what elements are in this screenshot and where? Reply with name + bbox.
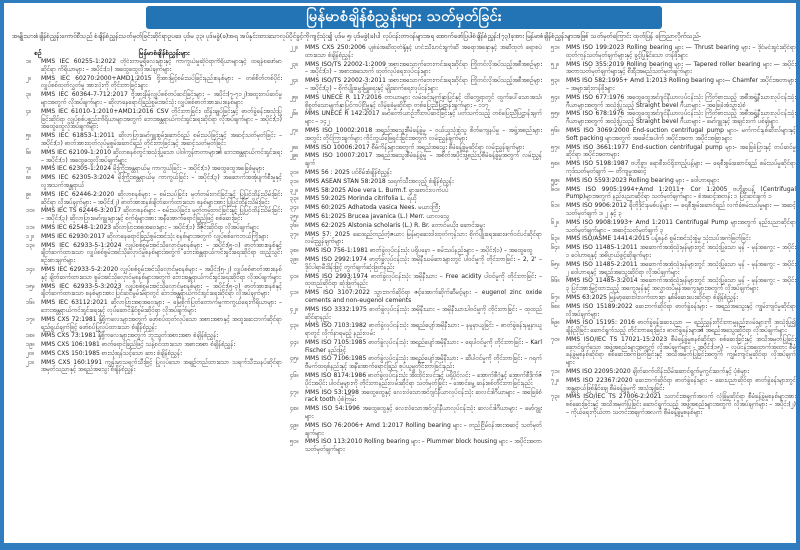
item-text: MMS ISO 54:1996 အထွေထွေနှင့် လေးလံသောအင်ဂျင်နီယာလုပ်ငန်းသုံး ဆလင်ဒါဂီယာများ – မော်ဂျူးများ [305, 405, 542, 421]
item-number: ၅၈။ [551, 160, 560, 168]
standard-item [26, 132, 282, 148]
item-text: MMS IEC 62305-3:2024 မိုးကြိုးအန္တရာယ်မှ ကာကွယ်ခြင်း – အပိုင်း(၃) အဆောက်အအုံပျက်စီးမှုနှင့် လူအသက်အန္တရာယ် [41, 174, 282, 189]
standard-item [290, 339, 542, 355]
standard-item [551, 144, 796, 160]
standard-item [551, 186, 796, 202]
item-text: MMS ISO 7105:1985 ဓာတ်ခွဲလုပ်ငန်းသုံး အရည်ပျော်အမိုနီးယား – ရေပါဝင်မှုကို တိုင်းတာခြင်း – Karl Fischer နည်းဖြင့် [305, 338, 542, 354]
item-text: MMS ISO 3069:2000 End-suction centrifugal pump များ– မက်ကင်းနစ်ဆီးလ်များနှင့် Soft packing များအတွက် အခေါင်းပေါက် အပိုင်းအတာ အပိုင်းအခြားများ [566, 126, 796, 142]
standard-item [290, 322, 542, 338]
item-number: ၄၈။ [290, 405, 299, 413]
item-number: ၇၃။ [551, 393, 560, 401]
item-text: MMS ISO 5593:2023 Rolling bearing များ – ဝေါဟာရများ [566, 176, 719, 184]
column-header-serial: စဉ် [34, 49, 42, 57]
standard-item [26, 108, 282, 131]
item-number: ၇။ [26, 165, 32, 173]
item-number: ၂၆။ [290, 110, 299, 118]
item-text: MMS CXS 73:1981 နို့စို့ကလေးများအတွက် ဘူးသွတ်အစားအစာ စံချိန်စံညွှန်း [41, 332, 218, 340]
page-title: မြန်မာစံချိန်စံညွှန်းများ သတ်မှတ်ခြင်း [146, 6, 662, 29]
item-text: MMS IEC 62933-5-2:2020 လျှပ်စစ်စွမ်းအင်သိုလှောင်မှုစနစ်များ – အပိုင်း(၅-၂) လျှပ်စစ်ဓာတ်အားစနစ်နှင့် ချိတ်ဆက်ထားသော စွမ်းအင်သိုလှောင်မှုစနစ်များအတွက် ဘေးအန္တရာယ်ကင်းရှင်းရေးဆိုင်ရာ လိုအပ်ချက်များ [41, 265, 282, 281]
item-text: MMS IEC 62548-1:2023 ဆိုလာပြားအစုအဝေးများ – အပိုင်း(၁) ဒီဇိုင်းဆိုင်ရာ လိုအပ်ချက်များ [41, 223, 259, 231]
item-text: MMS 58:2025 Aloe vera L. Burm.f. ရှားစောင်းလက်ပပ် [305, 186, 449, 194]
item-text: MMS CXS 250:2006 ပျစ်ခဲအဆီထုတ်နို့နှင့် ဟင်းသီးဟင်းရွက်ဆီ အရောအနှောနှင့် အဆီထုတ် ရောစပ်ထားသော စံချိန်စံညွှန်း [305, 44, 542, 59]
standard-item [26, 233, 282, 241]
standard-item [551, 110, 796, 126]
item-number: ၆၁။ [551, 202, 560, 210]
item-text: MMS IEC 62930:2017 ဆိုလာနေရောင်ခြည်စွမ်းအင်သုံး စနစ်များအတွက် လျှပ်စစ်ကေဘယ်ကြိုးများ [41, 232, 269, 240]
standard-item [26, 350, 282, 358]
item-text: MMS ISO 7103:1982 ဓာတ်ခွဲလုပ်ငန်းသုံး အရည်ပျော်အမိုနီးယား – နမူနာယူခြင်း – ဓာတ်ခွဲခန်းနမူနာယူရာတွင် လိုက်နာရမည့် နည်းလမ်း [305, 322, 542, 338]
item-text: MMS CXS 160:1991 ကျွန်းမာသရက်သီးဖြင့် ပြုလုပ်သော အချဉ်တည်ထားသော သရက်သီးသနပ်ဆိုင်ရာ အမှတ်သညာနှင့် အရည်အသွေး စံချိန်စံညွှန်း [41, 358, 282, 374]
item-number: ၄၆။ [290, 372, 299, 380]
standard-item [290, 405, 542, 421]
item-text: MMS ISO 15195: 2016 ဓာတ်ခွဲခန်းဆေးပညာ — ရည်ညွှန်းတိုင်းတာမှုနည်းလမ်းများကို အသုံးပြု၍ ချိန်ညှိခြင်း ဆောင်ရွက်သည့် တိုင်းတာရေးခြင်း၊ ဓာတ်ခွဲခန်းများ၏ အရည်အသွေးဆိုင်ရာ လိုအပ်ချက်များ [566, 319, 796, 335]
standard-item [26, 283, 282, 299]
item-number: ၆၇။ [551, 293, 560, 301]
item-text: MMS ISO 678:1976 အထွေထွေအင်ဂျင်နီယာလုပ်ငန်းသုံး ကြိတ်စားသည့် အစီအရွဲ့နီးယားလုပ်ငန်းသုံးဂီယာများအတွက် အသုံးပြုသည့် Straight bevel ဂီယာများ – မော်ဂျူးနှင့် အချင်းဝက် ပစ်ချ်များ [566, 110, 796, 126]
item-number: ၄၃။ [290, 322, 299, 330]
standard-item [26, 299, 282, 315]
item-text: MMS 61:2025 Brucea javanica (L.) Merr. ယာလသွေ [305, 212, 450, 220]
standard-item [290, 144, 542, 152]
item-text: MMS CXS 150:1985 စားသုံးရန်သင့်သော ဆား စံချိန်စံညွှန်း [41, 349, 182, 357]
standard-item [26, 316, 282, 332]
item-number: ၉။ [26, 190, 32, 198]
item-text: MMS ISO 3107:2022 သွားဘက်ဆိုင်ရာ ဇင့်အောက်ဆိုက်ဆီမင့်များ – eugenol zinc oxide cements and non-eugenol cements [305, 289, 542, 304]
item-number: ၅၄။ [551, 93, 560, 101]
item-text: MMS ISO 2992:1974 ဓာတ်ခွဲလုပ်ငန်းသုံး အမိုနီးယမ်ဆားများတွင် ပါဝင်မှုကို တိုင်းတာခြင်း – 2, 2' – ဒိုင်ပါရာမီးဒိန်းဖြင့် တွက်ချက်ဆုံးဖြတ်နည်း [305, 255, 542, 271]
standard-item [26, 58, 282, 74]
standard-item [290, 195, 542, 203]
standard-item [26, 266, 282, 282]
item-text: MMS ISO 53:1998 အထွေထွေနှင့် လေးလံသောအင်ဂျင်နီယာလုပ်ငန်းသုံး ဆလင်ဒါဂီယာများ – အခြေခံစံ rack tooth ပုံစံကြမ်း [305, 388, 542, 404]
item-text: MMS ISO 11485-2:2011 အဆောက်အအုံသုံးမှန်များတွင် အသုံးပြုသော မှန် - မှန်အကွေး – အပိုင်း ၂ ဝေါဟာရနှင့် အရည်အသွေးဆိုင်ရာ လိုအပ်ချက်များ [566, 260, 796, 276]
item-number: ၃၀။ [290, 168, 299, 176]
item-text: MMS 56 : 2025 ပင်စိမ်းစံချိန်စံညွှန်း [305, 168, 392, 176]
item-text: MMS ISO 8174:1986 ဓာတ်ခွဲလုပ်ငန်းသုံး အီးထိုင်းလင်းနှင့် ပရိုပိုင်လင်း – အောက်စီဂုံနှင့် အောက်စီဒိုက်ဇ်ပိုင်းအပိုင်း ပါဝင်မှုများကို တိုင်းတာနည်းလမ်းဆိုင်ရာ သတ်မှတ်ခြင်း – အောင်မွေ့ ဆန်းစစ်တိုင်းတာခြင်းနည်း [305, 372, 542, 387]
standard-item [290, 204, 542, 212]
item-number: ၁၆။ [26, 299, 35, 307]
standard-item [290, 306, 542, 322]
item-text: MMS ISO/IEC TS 17021-15:2023 စီမံခန့်ခွဲမှုစနစ်ဆိုင်ရာ စစ်ဆေးခြင်းနှင့် အသိအမှတ်ပြုခြင်း ဆောင်ရွက်သော အဖွဲ့အစည်းများအတွက် လိုအပ်ချက်များ - အပိုင်း(၁၅) – လုပ်ငန်းအထောက်အထား စီမံခန့်ခွဲမှုစနစ်ဆိုင်ရာ စစ်ဆေးအကဲဖြတ်ခြင်းနှင့် အသိအမှတ်ပြုခြင်းအတွက် ကျွမ်းကျင်မှုဆိုင်ရာ လိုအပ်ချက်များ [566, 335, 796, 367]
item-number: ၁၈။ [26, 332, 35, 340]
item-text: MMS 60:2025 Adhatoda vasica Nees. မယားကြီး [305, 204, 440, 212]
item-number: ၂၃။ [290, 60, 299, 68]
item-text: MMS ISO 582:1995+ Amd 1:2013 Rolling bearing များ— Chamfer အပိုင်းအတာများ – အများဆုံးတန်ဖိုးများ [566, 77, 796, 92]
item-number: ၁၇။ [26, 315, 35, 323]
item-number: ၂၅။ [290, 93, 299, 101]
standard-item [290, 273, 542, 289]
standard-item [551, 219, 796, 235]
item-text: MMS ISO 3332:1975 ဓာတ်ခွဲလုပ်ငန်းသုံး အမိုနီးယား – အမိုနီးယားပါဝင်မှုကို တိုင်းတာခြင်း – ထုထည်ဆိုင်ရာနည်း [305, 305, 542, 321]
standard-item [290, 372, 542, 388]
standard-item [290, 222, 542, 230]
standard-item [551, 77, 796, 93]
item-text: MMS ISO 10002:2018 အရည်အသွေးစီမံခန့်ခွဲမှု – ဝယ်ယူသုံးစွဲသူ စိတ်ကျေနပ်မှု – အဖွဲ့အစည်းများအတွင်း တိုင်ကြားချက်များ ကိုင်တွယ်ဖြေရှင်းခြင်းအတွက် လမ်းညွှန်ချက်များ [305, 126, 542, 142]
item-number: ၃၃။ [290, 195, 299, 203]
item-text: MMS 57: 2025 ဆေးရည်တည်တံ့ဇယား မြန်မာ့ဆေးဝါးထုတ်ကုန်သား စိုက်ပျိုးရေးဆေးဖက်ဝင်ပင်ဆိုင်ရာ လမ်းညွှန်ချက်များ [305, 230, 542, 246]
item-number: ၂၉။ [290, 152, 299, 160]
item-text: MMS ISO 9906:2012 ရိုတိုဒိုင်းနမစ်ပန့်များ — ရေစီးစွမ်းဆောင်ရည် လက်ခံစမ်းသပ်မှုများ — အဆင့်သတ်မှတ်ချက် ၁၊ ၂ နှင့် ၃ [566, 202, 796, 217]
item-text: MMS ISO 22367:2020 ဆေးဘက်ဆိုင်ရာ ဓာတ်ခွဲခန်းများ – ဆေးပညာဆိုင်ရာ ဓာတ်ခွဲခန်းများတွင် အန္တရာယ်ဖြစ်နိုင်ချေ စီမံခန့်ခွဲမှုကို အသုံးချခြင်း [566, 376, 796, 392]
item-number: ၄၉။ [290, 421, 299, 429]
item-number: ၁၃။ [26, 241, 35, 249]
item-number: ၁၁။ [26, 223, 35, 231]
standard-item [26, 165, 282, 173]
item-number: ၈။ [26, 174, 32, 182]
standard-item [26, 91, 282, 107]
standard-item [26, 359, 282, 375]
item-text: MMS ISO 5198:1987 ဗဟိုခွာ၊ ရောစီးဝင်ရိုးတည့်ပန့်များ — ရေစီးစွမ်းဆောင်ရည် စမ်းသပ်မှုဆိုင်ရာ ကုဒ်သတ်မှတ်ချက် — တိကျမှုအဆင့် [566, 160, 796, 175]
standard-item [551, 160, 796, 176]
item-number: ၃၅။ [290, 212, 299, 220]
standards-column-2 [290, 44, 542, 541]
intro-paragraph: အမျိုးသားစံချိန်စံညွှန်းကောင်စီသည် စံချိန်စံညွှန်းသတ်မှတ်ခြင်းဆိုင်ရာဥပဒေ ပုဒ်မ ၃၃၊ ပုဒ်မခွဲ(ခ)အရ အပ်နှင်းထားသောလုပ်ပိုင်ခွင့်ကိုကျင့်သုံး၍ ပုဒ်မ ၅၊ ပုဒ်မခွဲ(ခ)ပါ လုပ်ငန်းတာဝန်များအရ အောက်ဖော်ပြပါစံချိန်စံညွှန်း(၇၃)ခုအား မြန်မာစံချိန်စံညွှန်းများအဖြစ် သတ်မှတ်ကြောင်း ထုတ်ပြန် ကြေညာလိုက်သည်- [12, 33, 702, 40]
standard-item [26, 207, 282, 223]
item-text: MMS ISO 199:2023 Rolling bearing များ — Thrust bearing များ – ဒိုင်မင်းရှင်းဆိုင်ရာ ထုတ်ကုန်သတ်မှတ်ချက်များနှင့် ခွင့်ပြုနိုင်သော တန်ဖိုးများ [566, 44, 796, 59]
item-text: MMS ISO 113:2010 Rolling bearing များ – Plummer block housing များ – အပိုင်းအတာသတ်မှတ်ချက်များ [305, 438, 542, 454]
item-text: MMS ISO 677:1976 အထွေထွေအင်ဂျင်နီယာလုပ်ငန်းသုံး ကြိတ်စားသည့် အစီအရွဲ့နီးယားလုပ်ငန်းသုံးဂီယာများအတွက် အသုံးပြုသည့် Straight bevel ဂီယာများ – အခြေခံအံသွားပုံစံ [566, 93, 796, 109]
item-number: ၁၉။ [26, 341, 35, 349]
item-text: MMS ISO 7106:1985 ဓာတ်ခွဲလုပ်ငန်းသုံး အရည်ပျော်အမိုနီးယား – ဆီပါဝင်မှုကို တိုင်းတာခြင်း – ဂရက်ဗီမက်ထရစ်နည်းနှင့် အနီအောက်ရောင်ခြည် စုပ်ယူမှုတိုင်းတာခြင်းနည်း [305, 355, 542, 371]
item-number: ၇၂။ [551, 376, 560, 384]
standard-item [290, 231, 542, 247]
item-text: MMS ISO 3661:1977 End-suction centrifugal pump များ– အခြေခံပြားနှင့် တပ်ဆင်မှုဆိုင်ရာ အပိုင်းအတာများ [566, 143, 796, 159]
item-number: ၂၇။ [290, 126, 299, 134]
item-number: ၆၆။ [551, 277, 560, 285]
item-number: ၃။ [26, 91, 32, 99]
item-text: MMS ISO 76:2006+ Amd 1:2017 Rolling bearing များ – တည်ငြိမ်ဝန်အားအဆင့် သတ်မှတ်ချက်များ [305, 421, 542, 437]
item-number: ၄။ [26, 107, 32, 115]
item-text: MMS ISO 756-1:1981 ဓာတ်ခွဲလုပ်ငန်းသုံး ပရိုပနော – စမ်းသပ်နည်းများ – အပိုင်း(၁) – အထွေထွေ [305, 247, 533, 255]
column-header-standards: မြန်မာစံချိန်စံညွှန်းများ [138, 49, 190, 57]
item-number: ၅၇။ [551, 143, 560, 151]
standard-item [551, 336, 796, 367]
item-number: ၄၁။ [290, 289, 299, 297]
standard-item [551, 244, 796, 260]
item-number: ၃၈။ [290, 247, 299, 255]
item-text: MMS ISO 10006:2017 စီမံကိန်းများအတွက် အရည်အသွေး စီမံခန့်ခွဲမှုဆိုင်ရာ လမ်းညွှန်ချက်များ [305, 143, 524, 151]
standard-item [290, 289, 542, 305]
item-text: MMS CXS 72:1981 နို့စို့ကလေးများအတွက် ဖော်စပ်ထုတ်လုပ်သော အစားအစာနှင့် အထူးဆေးဘက်ဆိုင်ရာ ရည်ရွယ်ချက်ဖြင့် ဖော်စပ်ပြုလုပ်ထားသော စံချိန်စံညွှန်း [41, 315, 282, 331]
standard-item [290, 94, 542, 110]
standard-item [551, 277, 796, 293]
item-number: ၄၅။ [290, 355, 299, 363]
standards-column-3 [551, 44, 796, 541]
item-number: ၆၂။ [551, 218, 560, 226]
item-number: ၆၄။ [551, 244, 560, 252]
standard-item [290, 152, 542, 168]
standard-item [551, 127, 796, 143]
item-text: MMS IEC 62933-5-3:2023 လျှပ်စစ်စွမ်းအင်သိုလှောင်မှုစနစ်များ – အပိုင်း(၅-၃) ဓာတ်အားစနစ်နှင့်ချိတ်ဆက်ထားသော စနစ်များအား ပြင်ဆင်မွမ်းမံရာတွင် ဘေးအန္တရာယ်ကင်းရှင်းရေးဆိုင်ရာ လိုအပ်ချက်များ [41, 282, 282, 298]
item-text: MMS IEC 62933-5-1:2024 လျှပ်စစ်စွမ်းအင်သိုလှောင်မှုစနစ်များ – အပိုင်း(၅-၁) ဓာတ်အားစနစ်နှင့်ချိတ်ဆက်ထားသော လျှပ်စစ်စွမ်းအင်သိုလှောင်မှုစနစ်များအတွက် ဘေးအန္တရာယ်ကင်းရှင်းရေးဆိုင်ရာ ထည့်သွင်းစဉ်းစားချက်များ [41, 241, 282, 265]
standard-item [551, 202, 796, 218]
item-number: ၆၃။ [551, 235, 560, 243]
standard-item [290, 247, 542, 255]
item-number: ၁။ [26, 58, 32, 65]
item-text: MMS ASEAN STAN 58:2018 သရက်သီးအလှည့် စံချိန်စံညွှန်း [305, 177, 454, 185]
standard-item [290, 187, 542, 195]
item-number: ၃၄။ [290, 204, 299, 212]
standard-item [26, 149, 282, 165]
item-number: ၂၁။ [26, 358, 35, 366]
item-text: MMS ISO 22095:2020 ချိတ်ဆက်ထိန်းသိမ်းဆောင်ရွက်မှုကွင်းဆက်နှင့် ပုံစံများ [566, 368, 749, 376]
item-number: ၃၁။ [290, 177, 299, 185]
item-text: MMS ISO 9905:1994+Amd 1:2011+ Cor 1:2005 ဗဟိုခွာပန့် (Centrifugal Pump)များအတွက် နည်းပညာဆိုင်ရာ သတ်မှတ်ချက်များ – စံအဆင့်အတန်း ၁ ပြင်ဆင်ချက် ၁ [566, 185, 796, 201]
standard-item [551, 368, 796, 376]
item-number: ၂၄။ [290, 77, 299, 85]
item-number: ၁၄။ [26, 265, 35, 273]
item-text: MMS ISO 11485-3:2014 အဆောက်အအုံသုံးမှန်များတွင် အသုံးပြုသော မှန် - မှန်အကွေး – အပိုင်း ၃ ပြင်းအားမြှင့်ထားသည့် အကွေးမှန်နှင့် အလွှာထပ်မှန်အကွေးများအတွက် လိုအပ်ချက်များ [566, 277, 796, 293]
item-text: MMS ISO/IEC TS 27006-2:2021 သတင်းအချက်အလက် လုံခြုံမှုဆိုင်ရာ စီမံခန့်ခွဲမှုစနစ်များအား စစ်ဆေးခြင်းနှင့် အသိအမှတ်ပြုခြင်း ဆောင်ရွက်သည့် အဖွဲ့အစည်းများအတွက် လိုအပ်ချက်များ – အပိုင်း(၂) – ကိုယ်ရေးကိုယ်တာ သတင်းအချက်အလက် စီမံခန့်ခွဲမှုစနစ်များ [566, 393, 796, 417]
item-text: MMS 62:2025 Alstonia scholaris (L.) R. Br. တောင်မယိုး၊ ဆောင်းမွှေး [305, 221, 485, 229]
item-number: ၁၂။ [26, 232, 35, 240]
item-text: MMS ISO/ASME 14414:2015 ပန့်စနစ် စွမ်းအင်သုံးစွဲမှု သုံးသပ်အကဲဖြတ်ခြင်း [566, 235, 751, 243]
item-text: MMS ISO 2993:1974 ဓာတ်ခွဲလုပ်ငန်းသုံး အမိုနီးယား – Free acidity ပါဝင်မှုကို တိုင်းတာခြင်း – ထုထည်ဆိုင်ရာ ဆုံးဖြတ်နည်း [305, 272, 542, 288]
item-text: MMS IEC 62305-1:2024 မိုးကြိုးအန္တရာယ်မှ ကာကွယ်ခြင်း – အပိုင်း(၁) အထွေထွေအခြေခံမူများ [41, 165, 264, 173]
item-number: ၅၁။ [551, 44, 560, 51]
item-number: ၂၂။ [290, 44, 298, 51]
standard-item [551, 235, 796, 243]
standards-column-1 [26, 58, 282, 541]
standard-item [290, 213, 542, 221]
standard-item [26, 75, 282, 91]
item-number: ၁၅။ [26, 282, 35, 290]
item-text: MMS IEC 60364-7-712:2017 ဗို့အားနိမ့်လျှပ်စစ်တပ်ဆင်ခြင်းများ – အပိုင်း(၇-၇၁၂)အထူးတပ်ဆင်မှုများအတွက် လိုအပ်ချက်များ – ဆိုလာနေရောင်ခြည်စွမ်းအင်သုံး လျှပ်စစ်ဓာတ်အားပေးစနစ်များ [41, 91, 282, 106]
standard-item [551, 94, 796, 110]
item-text: MMS 63:2025 မြန်မာ့ဆေးဝါးလက်ထားရာ နှစ်မိဆေးပေးဆိုင်ရာ စံချိန်စံညွှန်း [566, 293, 738, 301]
item-text: MMS IEC 62446-2:2020 ဆိုလာစနစ်များ – စမ်းသပ်ခြင်း၊ မှတ်တမ်းတင်ခြင်းနှင့် ပြုပြင်ထိန်းသိမ်းခြင်းဆိုင်ရာ လိုအပ်ချက်များ – အပိုင်း(၂) ဓာတ်အားစနစ်ချိတ်ဆက်ထားသော စနစ်များအား ပြုပြင်ထိန်းသိမ်းခြင်း [41, 190, 282, 206]
item-text: MMS IEC TS 62446-3:2017 ဆိုလာစနစ်များ – စမ်းသပ်ခြင်း၊ မှတ်တမ်းတင်ခြင်းနှင့် ပြုပြင်ထိန်းသိမ်းခြင်း – အပိုင်း(၃) ဆိုလာပြားမော်ဂျူးများနှင့် စက်ရုံများအား အနီအောက်ရောင်ခြည်ဖြင့် စစ်ဆေးခြင်း [41, 207, 282, 223]
standard-item [551, 44, 796, 60]
item-number: ၂၀။ [26, 349, 35, 357]
item-number: ၆။ [26, 148, 32, 156]
item-number: ၄၀။ [290, 272, 299, 280]
standard-item [290, 178, 542, 186]
item-number: ၅၂။ [551, 60, 560, 68]
item-text: MMS IEC 60255-1:2022 တိုင်းတာမှုရီလေးများနှင့် ကာကွယ်မှုဆိုင်ရာကိရိယာများနှင့် ထရန်စဖော်မာဆိုင်ရာ ကိရိယာများ – အပိုင်း(၁) အထွေထွေလိုအပ်ချက်များ [41, 58, 282, 73]
standard-item [551, 294, 796, 302]
item-text: MMS ISO/TS 22002-1:2009 အစားအသောက်ဘေးကင်းရေးဆိုင်ရာ ကြိုတင်လိုအပ်သည့်အစီအစဉ်များ – အပိုင်း(၁) – အစားအသောက် ထုတ်လုပ်ရေးလုပ်ငန်းများ [305, 60, 542, 76]
item-number: ၄၂။ [290, 305, 299, 313]
standard-item [26, 191, 282, 207]
item-number: ၅၆။ [551, 126, 560, 134]
item-number: ၅၃။ [551, 77, 560, 85]
item-number: ၇၁။ [551, 368, 560, 376]
item-text: MMS ISO 355:2019 Rolling bearing များ — Tapered roller bearing များ — အပိုင်းအတာသတ်မှတ်ချက်များနှင့် စီးရီးအမည်သတ်မှတ်ချက်များ [566, 60, 796, 76]
item-text: MMS IEC 62109-1:2010 ဆိုလာစနစ်တွင်အသုံးပြုသော ပါဝါကွန်ဗာတာများ၏ ဘေးအန္တရာယ်ကင်းရှင်းရေး – အပိုင်း(၁) အထွေထွေလိုအပ်ချက်များ [41, 148, 282, 164]
standard-item [290, 77, 542, 93]
standard-item [290, 127, 542, 143]
standard-item [551, 261, 796, 277]
item-text: MMS ISO 10007:2017 အရည်အသွေးစီမံခန့်ခွဲမှု – အစိတ်အပိုင်းဖွဲ့စည်းပုံစီမံခန့်ခွဲမှုအတွက် လမ်းညွှန်ချက် [305, 152, 542, 168]
item-number: ၂၈။ [290, 143, 299, 151]
item-text: MMS ISO 11485-1:2011 အဆောက်အအုံသုံးမှန်များတွင် အသုံးပြုသော မှန် - မှန်အကွေး – အပိုင်း ၁ ဝေါဟာရနှင့် အဓိပ္ပာယ်ဖွင့်ဆိုချက်များ [566, 244, 796, 259]
standard-item [551, 377, 796, 393]
item-number: ၅။ [26, 132, 32, 140]
standard-item [551, 319, 796, 335]
standard-item [26, 242, 282, 265]
standard-item [290, 169, 542, 177]
item-number: ၆၅။ [551, 260, 560, 268]
standard-item [26, 174, 282, 190]
standard-item [551, 393, 796, 416]
item-number: ၃၂။ [290, 186, 299, 194]
item-text: MMS IEC 63112:2021 ဆိုလာပြားအစုအဝေးများ – မြေစိုက်ပြတ်တောက်မှုကာကွယ်ရေးကိရိယာများ – ဘေးအန္တရာယ်ကင်းရှင်းရေးနှင့် လုပ်ဆောင်နိုင်စွမ်းဆိုင်ရာ လိုအပ်ချက်များ [41, 299, 282, 314]
item-text: MMS IEC 61010-1:2010+AMD1:2016 CSV တိုင်းတာခြင်း၊ ထိန်းချုပ်ခြင်းနှင့် ဓာတ်ခွဲခန်းအသုံးပြုခြင်းဆိုင်ရာ လျှပ်စစ်ပစ္စည်းကိရိယာများအတွက် ဘေးအန္တရာယ်ကင်းရှင်းရေးဆိုင်ရာ လိုအပ်ချက်များ – အပိုင်း(၁) အထွေထွေလိုအပ်ချက်များ [41, 107, 282, 131]
item-number: ၆၈။ [551, 302, 560, 310]
item-number: ၅၀။ [290, 438, 299, 446]
item-number: ၆၀။ [551, 185, 560, 193]
item-text: MMS 59:2025 Morinda citrifolia L. ရဲယို [305, 195, 417, 203]
standard-item [26, 224, 282, 232]
item-text: MMS UNECE R 117:2016 တာယာများ လမ်းခင်းမျက်နှာပြင်နှင့် ထိတွေ့ရာတွင် ထွက်ပေါ်သောအသံ၊ စိုစွတ်သောမျက်နှာပြင်ကပ်ငြိမှုနှင့် လိမ့်ခုခံမှုဆိုင်ရာ တစ်ပြေးညီပြဋ္ဌာန်းချက်များ – ၁၁၇ [305, 93, 542, 109]
item-number: ၃၉။ [290, 255, 299, 263]
standard-item [290, 44, 542, 60]
standard-item [290, 389, 542, 405]
item-number: ၃၆။ [290, 221, 299, 229]
standard-item [26, 341, 282, 349]
standard-item [290, 256, 542, 272]
item-number: ၁၀။ [26, 207, 35, 215]
item-text: MMS IEC 60270:2000+AMD1:2015 ဗို့အားမြင့်စမ်းသပ်ခြင်းနည်းစနစ်များ – တစ်စိတ်တစ်ပိုင်းလျှပ်စစ်ထုတ်လွှတ်မှု အားလုံးကို တိုင်းတာခြင်းများ [41, 74, 282, 90]
standard-item [290, 61, 542, 77]
standard-item [551, 303, 796, 319]
standard-item [551, 61, 796, 77]
item-text: MMS ISO 9908:1993+ Amd 1:2011 Centrifugal Pump များအတွက် နည်းပညာဆိုင်ရာ သတ်မှတ်ချက်များ – အဆင့်သတ်မှတ်ချက် ၃ [566, 218, 796, 234]
item-number: ၄၄။ [290, 338, 299, 346]
item-number: ၇၀။ [551, 335, 560, 343]
standard-item [26, 332, 282, 340]
standard-item [290, 422, 542, 438]
item-number: ၄၇။ [290, 388, 299, 396]
item-text: MMS ISO 15189:2022 ဆေးဘက်ဆိုင်ရာ ဓာတ်ခွဲခန်းများ – အရည်အသွေးနှင့် ကျွမ်းကျင်မှုဆိုင်ရာ လိုအပ်ချက်များ [566, 302, 796, 318]
item-text: MMS UNECE R 142:2017 မော်တော်ယာဉ်ဘီးတပ်ဆင်ခြင်းနှင့် ပတ်သက်သည့် တစ်ပြေးညီပြဋ္ဌာန်းချက်များ – ၁၄၂ [305, 110, 542, 126]
standard-item [290, 355, 542, 371]
standard-item [290, 110, 542, 126]
item-text: MMS IEC 61853-1:2011 ဆိုလာပြားမော်ဂျူးစွမ်းဆောင်ရည် စမ်းသပ်ခြင်းနှင့် အဆင့်သတ်မှတ်ခြင်း – အပိုင်း(၁) ဓာတ်အားထုတ်လုပ်မှုစွမ်းဆောင်ရည် တိုင်းတာခြင်းနှင့် အဆင့်သတ်မှတ်ခြင်း [41, 132, 282, 147]
item-number: ၅၅။ [551, 110, 560, 118]
item-number: ၅၉။ [551, 176, 560, 184]
item-number: ၃၇။ [290, 230, 299, 238]
standard-item [551, 177, 796, 185]
standard-item [290, 438, 542, 454]
item-number: ၆၉။ [551, 319, 560, 327]
item-text: MMS ISO/TS 22002-3:2011 အစားအသောက်ဘေးကင်းရေးဆိုင်ရာ ကြိုတင်လိုအပ်သည့်အစီအစဉ်များ – အပိုင်း(၃) – စိုက်ပျိုးမွေးမြူရေးနှင့် မျိုးဆက်ရေးလုပ်ငန်းများ [305, 77, 542, 92]
item-text: MMS CXS 106:1981 ဓာတ်ရောင်ခြည်ဖြင့် သန့်စင်ထားသော အစားအစာ စံချိန်စံညွှန်း [41, 341, 236, 349]
item-number: ၂။ [26, 74, 31, 82]
